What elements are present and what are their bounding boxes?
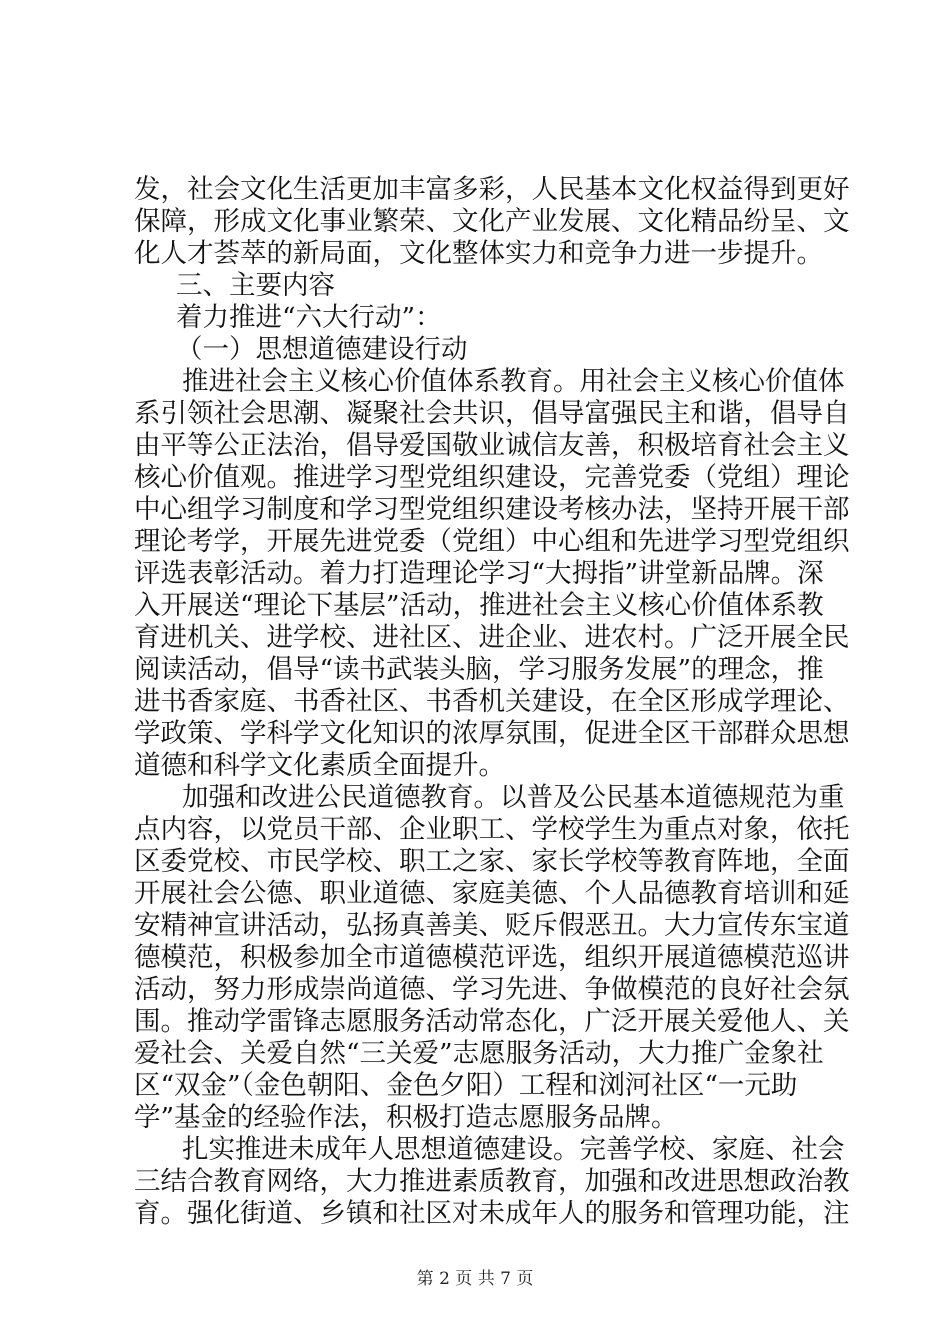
text-line: 道德和科学文化素质全面提升。 — [134, 750, 505, 781]
page-number-footer: 第 2 页 共 7 页 — [416, 1269, 534, 1289]
text-line: 学政策、学科学文化知识的浓厚氛围，促进全区干部群众思想 — [134, 718, 850, 749]
text-line: 德模范，积极参加全市道德模范评选，组织开展道德模范巡讲 — [134, 942, 850, 973]
text-line: 理论考学，开展先进党委（党组）中心组和先进学习型党组织 — [134, 526, 850, 557]
text-line: 入开展送“理论下基层”活动，推进社会主义核心价值体系教 — [134, 590, 824, 621]
text-line: 阅读活动，倡导“读书武装头脑，学习服务发展”的理念，推 — [134, 654, 824, 685]
paragraph-start-line: 推进社会主义核心价值体系教育。用社会主义核心价值体 — [182, 366, 845, 397]
text-line: 爱社会、关爱自然“三关爱”志愿服务活动，大力推广金象社 — [134, 1038, 824, 1069]
text-line: 育进机关、进学校、进社区、进企业、进农村。广泛开展全民 — [134, 622, 850, 653]
paragraph-start-line: 扎实推进未成年人思想道德建设。完善学校、家庭、社会 — [182, 1134, 845, 1165]
document-body — [134, 174, 850, 1230]
text-line: 化人才荟萃的新局面，文化整体实力和竞争力进一步提升。 — [134, 238, 823, 269]
text-line: 核心价值观。推进学习型党组织建设，完善党委（党组）理论 — [134, 462, 850, 493]
paragraph-start-line: 加强和改进公民道德教育。以普及公民基本道德规范为重 — [182, 782, 845, 813]
text-line: 点内容，以党员干部、企业职工、学校学生为重点对象，依托 — [134, 814, 850, 845]
text-line: 学”基金的经验作法，积极打造志愿服务品牌。 — [134, 1102, 678, 1133]
text-line: 发，社会文化生活更加丰富多彩，人民基本文化权益得到更好 — [134, 174, 850, 205]
text-line: 进书香家庭、书香社区、书香机关建设，在全区形成学理论、 — [134, 686, 850, 717]
text-line: 系引领社会思潮、凝聚社会共识，倡导富强民主和谐，倡导自 — [134, 398, 850, 429]
text-line: 由平等公正法治，倡导爱国敬业诚信友善，积极培育社会主义 — [134, 430, 850, 461]
text-line: 育。强化街道、乡镇和社区对未成年人的服务和管理功能，注 — [134, 1198, 850, 1229]
text-line: 三结合教育网络，大力推进素质教育，加强和改进思想政治教 — [134, 1166, 850, 1197]
text-line: 围。推动学雷锋志愿服务活动常态化，广泛开展关爱他人、关 — [134, 1006, 850, 1037]
text-line: 保障，形成文化事业繁荣、文化产业发展、文化精品纷呈、文 — [134, 206, 850, 237]
text-line: 安精神宣讲活动，弘扬真善美、贬斥假恶丑。大力宣传东宝道 — [134, 910, 850, 941]
text-line: 区“双金”（金色朝阳、金色夕阳）工程和浏河社区“一元助 — [134, 1070, 798, 1101]
text-line: 中心组学习制度和学习型党组织建设考核办法，坚持开展干部 — [134, 494, 850, 525]
text-line: 着力推进“六大行动”： — [176, 302, 442, 333]
section-heading: 三、主要内容 — [176, 270, 335, 301]
text-line: 区委党校、市民学校、职工之家、家长学校等教育阵地，全面 — [134, 846, 850, 877]
text-line: 开展社会公德、职业道德、家庭美德、个人品德教育培训和延 — [134, 878, 850, 909]
text-line: 活动，努力形成崇尚道德、学习先进、争做模范的良好社会氛 — [134, 974, 850, 1005]
text-line: 评选表彰活动。着力打造理论学习“大拇指”讲堂新品牌。深 — [134, 558, 824, 589]
subsection-heading: （一）思想道德建设行动 — [176, 334, 468, 365]
